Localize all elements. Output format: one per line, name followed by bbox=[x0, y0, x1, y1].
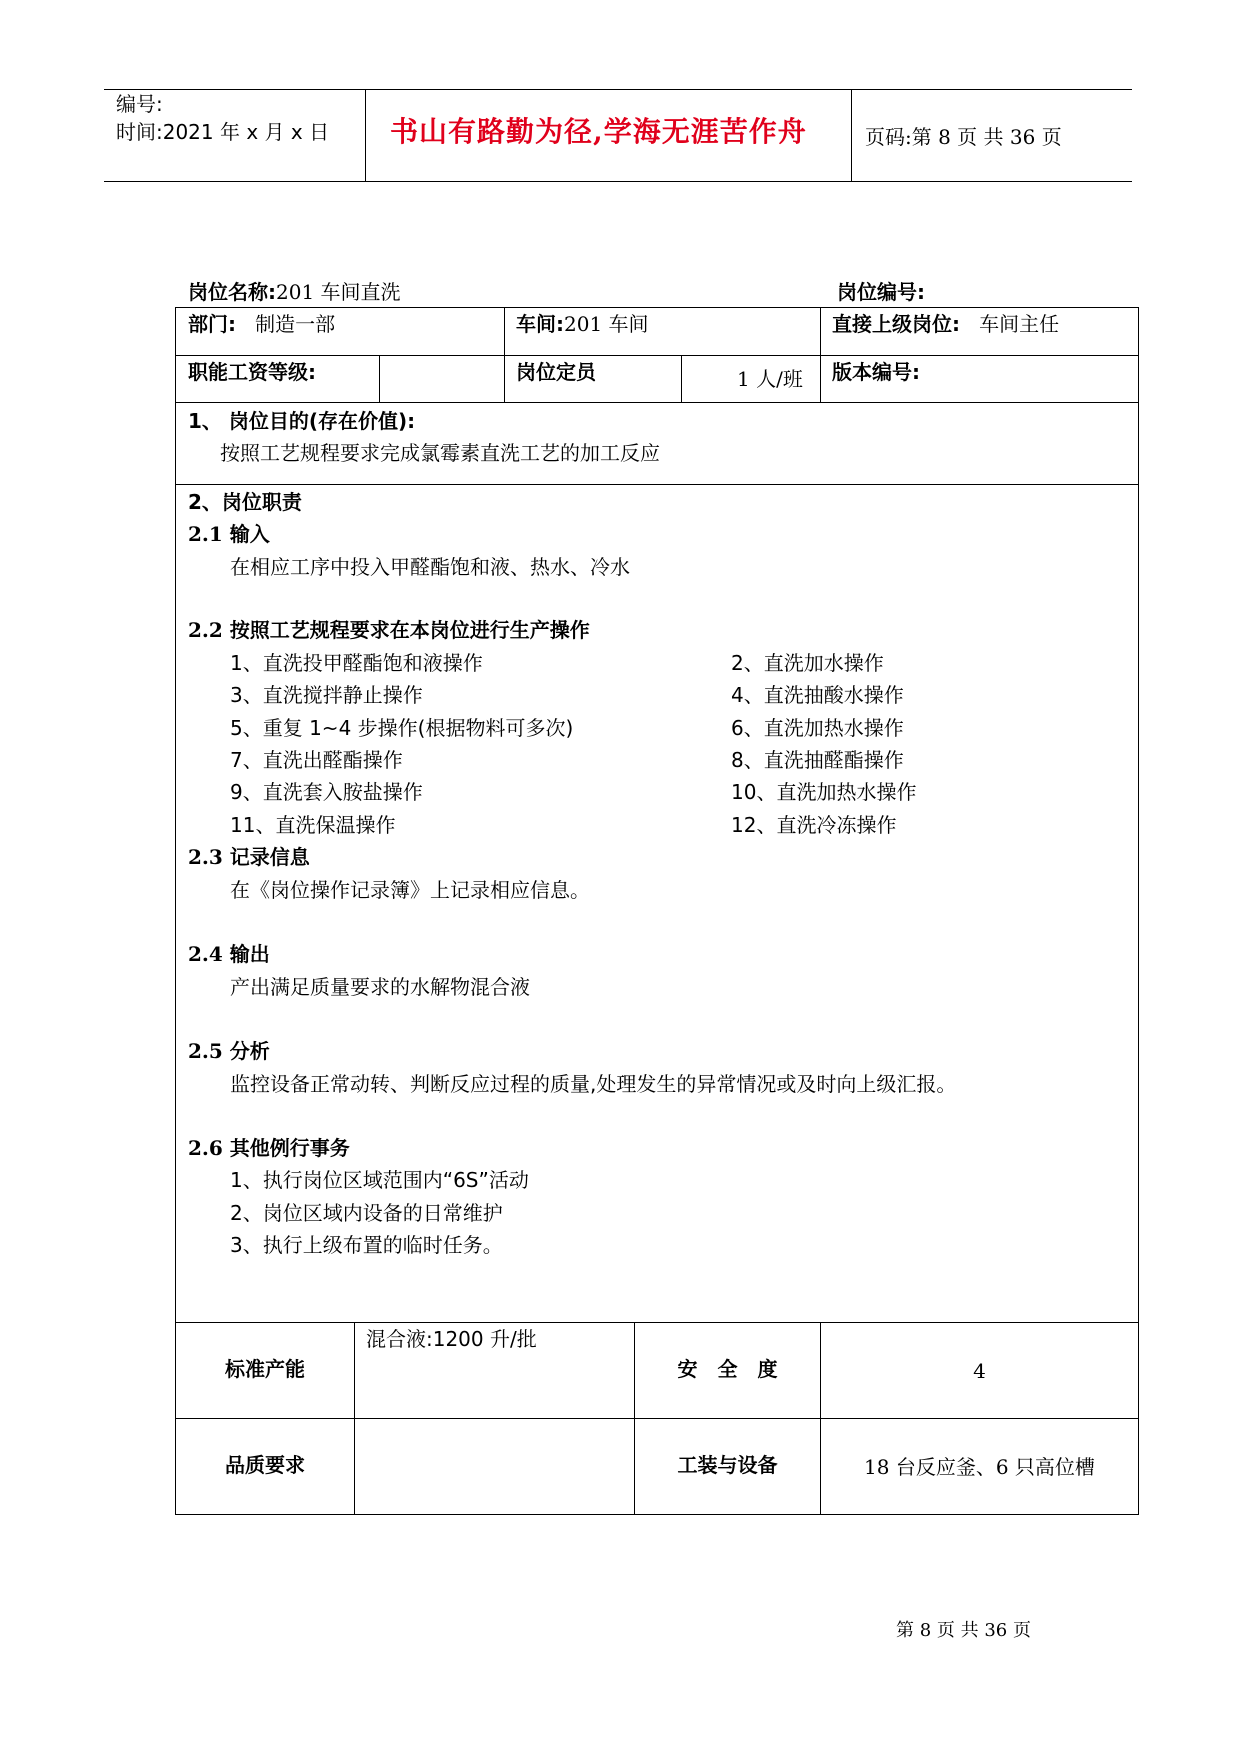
header-page-code: 页码:第 8 页 共 36 页 bbox=[865, 125, 1062, 149]
op-item-2: 2、直洗加水操作 bbox=[731, 651, 884, 675]
footer-page-number: 第 8 页 共 36 页 bbox=[896, 1620, 1031, 1641]
capacity-row-bottom-border bbox=[175, 1418, 1139, 1419]
row12-divider-a bbox=[504, 307, 505, 402]
table-right-border bbox=[1138, 307, 1139, 1514]
op-item-1: 1、直洗投甲醛酯饱和液操作 bbox=[230, 651, 483, 675]
purpose-heading: 1、 岗位目的(存在价值): bbox=[188, 409, 416, 433]
section-2-3-heading: 2.3 记录信息 bbox=[188, 845, 310, 869]
capacity-label: 标准产能 bbox=[225, 1357, 305, 1381]
job-title-label: 岗位名称: bbox=[188, 280, 276, 304]
op-item-8: 8、直洗抽醛酯操作 bbox=[731, 748, 904, 772]
section-2-4-text: 产出满足质量要求的水解物混合液 bbox=[230, 975, 530, 999]
row12-divider-b bbox=[820, 307, 821, 402]
section-2-5-text: 监控设备正常动转、判断反应过程的质量,处理发生的异常情况或及时向上级汇报。 bbox=[230, 1072, 957, 1096]
header-serial-label: 编号: bbox=[116, 92, 163, 116]
header-divider-left bbox=[365, 89, 366, 181]
duties-bottom-border bbox=[175, 1322, 1139, 1323]
op-item-10: 10、直洗加热水操作 bbox=[731, 780, 917, 804]
row1-bottom-border bbox=[175, 355, 1139, 356]
header-time-label: 时间:2021 年 x 月 x 日 bbox=[116, 120, 330, 144]
header-top-rule bbox=[104, 89, 1132, 90]
op-item-3: 3、直洗搅拌静止操作 bbox=[230, 683, 423, 707]
op-item-11: 11、直洗保温操作 bbox=[230, 813, 396, 837]
capacity-value: 混合液:1200 升/批 bbox=[366, 1327, 537, 1351]
routine-item-2: 2、岗位区域内设备的日常维护 bbox=[230, 1201, 503, 1225]
section-2-2-heading: 2.2 按照工艺规程要求在本岗位进行生产操作 bbox=[188, 618, 590, 642]
header-motto: 书山有路勤为径,学海无涯苦作舟 bbox=[390, 115, 807, 148]
section-2-1-text: 在相应工序中投入甲醛酯饱和液、热水、冷水 bbox=[230, 555, 630, 579]
dept-label: 部门: bbox=[188, 312, 236, 336]
staffing-value: 1 人/班 bbox=[737, 367, 803, 391]
bottom-divider-c bbox=[820, 1322, 821, 1514]
header-bottom-rule bbox=[104, 181, 1132, 182]
op-item-6: 6、直洗加热水操作 bbox=[731, 716, 904, 740]
version-label: 版本编号: bbox=[832, 360, 920, 384]
salary-label: 职能工资等级: bbox=[188, 360, 316, 384]
op-item-5: 5、重复 1~4 步操作(根据物料可多次) bbox=[230, 716, 574, 740]
purpose-text: 按照工艺规程要求完成氯霉素直洗工艺的加工反应 bbox=[220, 441, 660, 465]
routine-item-1: 1、执行岗位区域范围内“6S”活动 bbox=[230, 1168, 529, 1192]
job-title bbox=[188, 280, 401, 304]
staffing-label: 岗位定员 bbox=[516, 360, 596, 384]
quality-label: 品质要求 bbox=[225, 1453, 305, 1477]
op-item-12: 12、直洗冷冻操作 bbox=[731, 813, 897, 837]
table-top-border bbox=[175, 307, 1139, 308]
op-item-7: 7、直洗出醛酯操作 bbox=[230, 748, 403, 772]
dept-cell bbox=[188, 312, 335, 336]
job-code-label: 岗位编号: bbox=[837, 280, 925, 304]
superior-label: 直接上级岗位: bbox=[832, 312, 960, 336]
job-title-value: 201 车间直洗 bbox=[276, 280, 401, 304]
row2-divider-staffing bbox=[681, 355, 682, 402]
table-left-border bbox=[175, 307, 176, 1514]
row2-divider-salary bbox=[379, 355, 380, 402]
superior-cell bbox=[832, 312, 1059, 336]
section-2-3-text: 在《岗位操作记录簿》上记录相应信息。 bbox=[230, 878, 590, 902]
section-2-6-heading: 2.6 其他例行事务 bbox=[188, 1136, 350, 1160]
op-item-4: 4、直洗抽酸水操作 bbox=[731, 683, 904, 707]
safety-label: 安 全 度 bbox=[677, 1357, 778, 1381]
routine-item-3: 3、执行上级布置的临时任务。 bbox=[230, 1233, 503, 1257]
row2-bottom-border bbox=[175, 402, 1139, 403]
superior-value: 车间主任 bbox=[979, 312, 1060, 336]
equipment-label: 工装与设备 bbox=[677, 1453, 778, 1477]
equipment-value: 18 台反应釜、6 只高位槽 bbox=[864, 1455, 1095, 1479]
workshop-label: 车间: bbox=[516, 312, 564, 336]
safety-value: 4 bbox=[973, 1359, 986, 1383]
dept-value: 制造一部 bbox=[255, 312, 336, 336]
bottom-divider-b bbox=[634, 1322, 635, 1514]
workshop-cell bbox=[516, 312, 649, 336]
op-item-9: 9、直洗套入胺盐操作 bbox=[230, 780, 423, 804]
header-divider-right bbox=[851, 89, 852, 181]
table-bottom-border bbox=[175, 1514, 1139, 1515]
section-2-4-heading: 2.4 输出 bbox=[188, 942, 270, 966]
section-2-1-heading: 2.1 输入 bbox=[188, 522, 270, 546]
workshop-value: 201 车间 bbox=[564, 312, 649, 336]
purpose-bottom-border bbox=[175, 484, 1139, 485]
section-2-5-heading: 2.5 分析 bbox=[188, 1039, 270, 1063]
duties-heading: 2、岗位职责 bbox=[188, 490, 302, 514]
bottom-divider-a bbox=[354, 1322, 355, 1514]
